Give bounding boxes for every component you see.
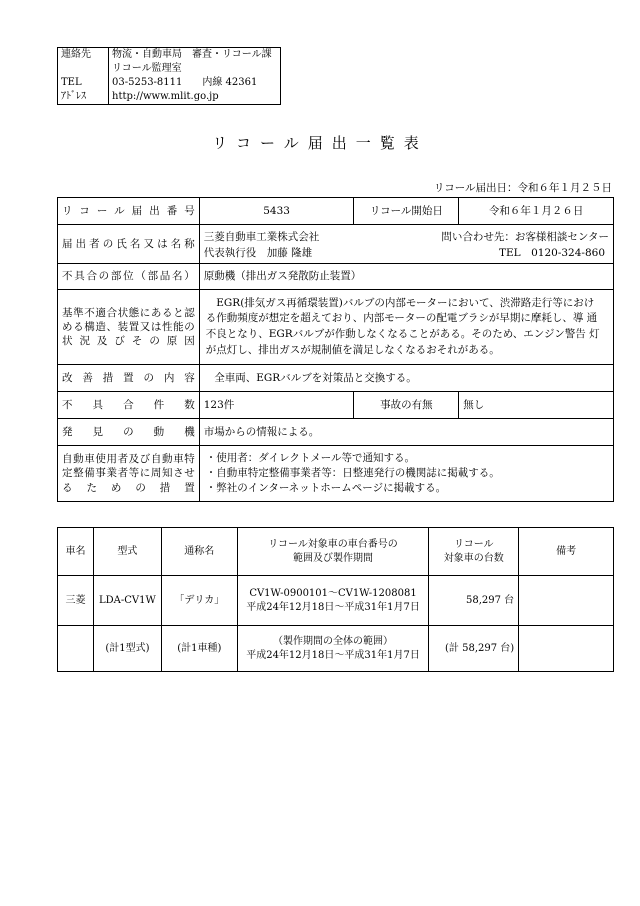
cell-total-maker xyxy=(58,626,94,672)
notice-item: ・自動車特定整備事業者等：日整連発行の機関誌に掲載する。 xyxy=(205,466,500,479)
recall-start-label: リコール開始日 xyxy=(354,198,459,225)
cell-total-range xyxy=(237,626,429,672)
table-row xyxy=(58,576,614,626)
cell-common-name: 「デリカ」 xyxy=(161,576,237,626)
cell-total-model: (計1型式) xyxy=(93,626,161,672)
notice-item: ・弊社のインターネットホームページに掲載する。 xyxy=(205,482,447,495)
header-count xyxy=(429,528,519,576)
notice-item: ・使用者：ダイレクトメール等で通知する。 xyxy=(205,451,416,464)
remedy-value: 全車両、EGRバルブを対策品と交換する。 xyxy=(199,365,613,392)
recall-number-label: リコール届出番号 xyxy=(58,198,200,225)
applicant-cell xyxy=(199,225,613,264)
header-model: 型式 xyxy=(93,528,161,576)
inquiry-tel: TEL 0120-324-860 xyxy=(498,247,605,259)
accident-label: 事故の有無 xyxy=(354,392,459,419)
vehicle-table xyxy=(57,527,614,672)
header-range-line: 範囲及び製作期間 xyxy=(293,552,374,564)
header-range xyxy=(237,528,429,576)
inquiry-label: 問い合わせ先：お客様相談センター xyxy=(441,231,609,243)
notice-list xyxy=(199,446,613,502)
filed-date: リコール届出日：令和６年１月２５日 xyxy=(433,182,612,194)
defect-part-value: 原動機（排出ガス発散防止装置） xyxy=(199,264,613,290)
header-note: 備考 xyxy=(519,528,614,576)
cell-total-common: (計1車種) xyxy=(161,626,237,672)
contact-value: リコール監理室 xyxy=(112,63,182,75)
cell-count: 58,297 台 xyxy=(429,576,519,626)
header-maker: 車名 xyxy=(58,528,94,576)
cell-total-note xyxy=(519,626,614,672)
total-row xyxy=(58,626,614,672)
cell-total-range-line: （製作期間の全体の範囲） xyxy=(273,636,394,647)
accident-value: 無し xyxy=(459,392,614,419)
header-count-line: リコール xyxy=(453,539,494,550)
recall-detail-table xyxy=(57,197,614,502)
contact-value: 物流・自動車局 審査・リコール課 xyxy=(112,49,272,61)
notice-label: 自動車使用者及び自動車特定整備事業者等に周知させるための措置 xyxy=(58,446,200,502)
discovery-motive-label: 発見の動機 xyxy=(58,419,200,446)
cell-range-line: 平成24年12月18日～平成31年1月7日 xyxy=(246,601,420,613)
address-link[interactable]: http://www.mlit.go.jp xyxy=(112,91,219,103)
applicant-company: 三菱自動車工業株式会社 xyxy=(203,231,320,243)
cause-label: 基準不適合状態にあると認める構造、装置又は性能の状況及びその原因 xyxy=(58,290,200,365)
contact-label xyxy=(58,62,109,76)
applicant-label: 届出者の氏名又は名称 xyxy=(58,225,200,264)
tel-label: TEL xyxy=(58,76,109,90)
cell-range-line: CV1W-0900101～CV1W-1208081 xyxy=(249,588,417,599)
defect-part-label: 不具合の部位（部品名） xyxy=(58,264,200,290)
cell-range xyxy=(237,576,429,626)
header-common-name: 通称名 xyxy=(161,528,237,576)
discovery-motive-value: 市場からの情報による。 xyxy=(199,419,613,446)
applicant-person: 代表執行役 加藤 隆雄 xyxy=(203,247,313,259)
cell-note xyxy=(519,576,614,626)
cause-value: EGR(排気ガス再循環装置)バルブの内部モーターにおいて、渋滞路走行等におけ る作動頻度が想定を超えており、内部モーターの配電ブラシが早期に摩耗し、導 通不良となり、EGRバルブが作動しなくなることがある。そのため、エンジン警告 灯が点灯し、排出ガスが規制値を満足しなくなるおそれがある。 xyxy=(199,290,613,365)
header-count-line: 対象車の台数 xyxy=(443,552,504,564)
cell-total-range-line: 平成24年12月18日～平成31年1月7日 xyxy=(246,649,420,661)
cell-maker: 三菱 xyxy=(58,576,94,626)
header-range-line: リコール対象車の車台番号の xyxy=(268,539,398,550)
recall-number-value: 5433 xyxy=(199,198,354,225)
remedy-label: 改善措置の内容 xyxy=(58,365,200,392)
defect-count-value: 123件 xyxy=(199,392,354,419)
cell-model: LDA-CV1W xyxy=(93,576,161,626)
contact-box xyxy=(57,47,281,105)
page-title: リコール届出一覧表 xyxy=(212,134,428,152)
address-label: ｱﾄﾞﾚｽ xyxy=(58,90,109,105)
cell-total-count: (計 58,297 台) xyxy=(429,626,519,672)
contact-label: 連絡先 xyxy=(58,48,109,63)
recall-start-value: 令和６年１月２６日 xyxy=(459,198,614,225)
tel-value: 03-5253-8111 内線 42361 xyxy=(112,77,258,89)
defect-count-label: 不具合件数 xyxy=(58,392,200,419)
